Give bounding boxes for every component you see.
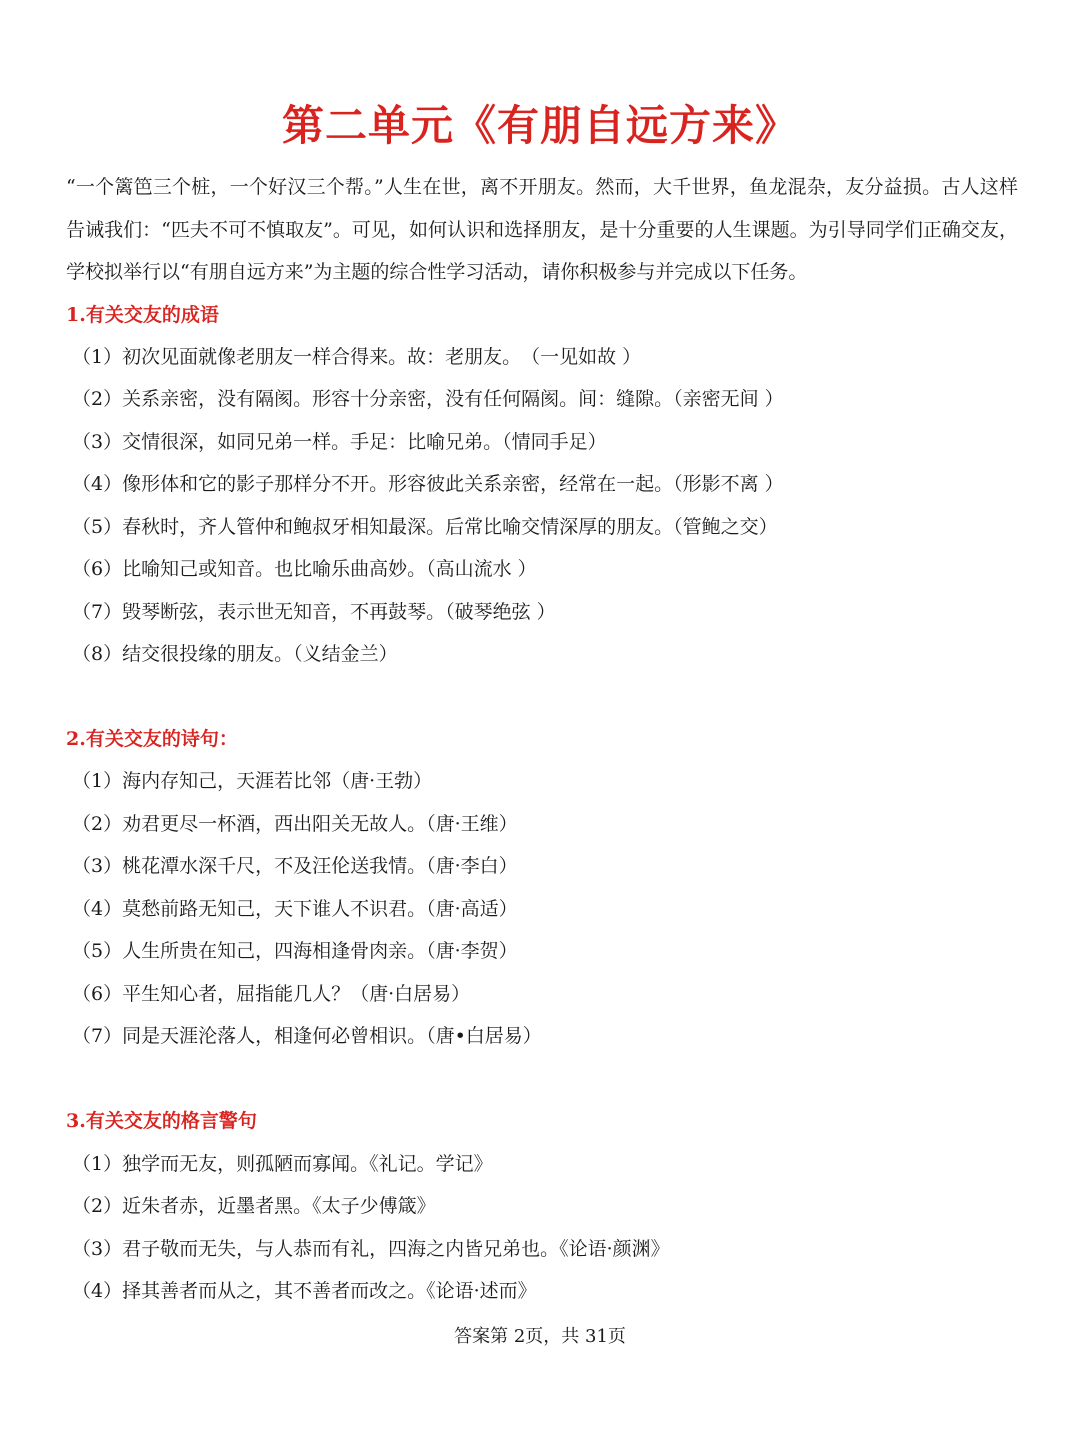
list-item: （2）关系亲密，没有隔阂。形容十分亲密，没有任何隔阂。间：缝隙。（亲密无间 ） <box>72 388 784 410</box>
list-item: （7）同是天涯沦落人，相逢何必曾相识。（唐•白居易） <box>72 1025 542 1047</box>
list-item: （3）交情很深，如同兄弟一样。手足：比喻兄弟。（情同手足） <box>72 431 607 453</box>
list-item: （1）初次见面就像老朋友一样合得来。故：老朋友。 （一见如故 ） <box>72 346 642 368</box>
list-item: （3）桃花潭水深千尺，不及汪伦送我情。（唐·李白） <box>72 855 518 877</box>
list-item: （2）近朱者赤，近墨者黑。《太子少傅箴》 <box>72 1195 436 1217</box>
list-item: （6）平生知心者，屈指能几人？（唐·白居易） <box>72 983 471 1005</box>
list-item: （5）人生所贵在知己，四海相逢骨肉亲。（唐·李贺） <box>72 940 518 962</box>
list-item: （6）比喻知己或知音。也比喻乐曲高妙。（高山流水 ） <box>72 558 537 580</box>
list-item: （7）毁琴断弦，表示世无知音，不再鼓琴。（破琴绝弦 ） <box>72 601 556 623</box>
list-item: （3）君子敬而无失，与人恭而有礼，四海之内皆兄弟也。《论语·颜渊》 <box>72 1238 670 1260</box>
section-heading-maxims: 3.有关交友的格言警句 <box>66 1110 257 1132</box>
list-item: （4）择其善者而从之，其不善者而改之。《论语·述而》 <box>72 1280 537 1302</box>
page-title: 第二单元《有朋自远方来》 <box>281 101 798 150</box>
list-item: （5）春秋时，齐人管仲和鲍叔牙相知最深。后常比喻交情深厚的朋友。（管鲍之交） <box>72 516 778 538</box>
page-footer: 答案第 2页，共 31页 <box>454 1326 626 1347</box>
intro-paragraph: “一个篱笆三个桩，一个好汉三个帮。”人生在世，离不开朋友。然而，大千世界，鱼龙混杂，友分益损。古人这样告诫我们：“匹夫不可不慎取友”。可见，如何认识和选择朋友，是十分重要的人生课题。为引导同学们正确交友，学校拟举行以“有朋自远方来”为主题的综合性学习活动，请你积极参与并完成以下任务。 <box>66 176 1018 283</box>
list-item: （2）劝君更尽一杯酒，西出阳关无故人。（唐·王维） <box>72 813 518 835</box>
list-item: （8）结交很投缘的朋友。（义结金兰） <box>72 643 398 665</box>
list-item: （4）莫愁前路无知己，天下谁人不识君。（唐·高适） <box>72 898 518 920</box>
section-heading-idioms: 1.有关交友的成语 <box>66 304 219 326</box>
list-item: （1）独学而无友，则孤陋而寡闻。《礼记。学记》 <box>72 1153 493 1175</box>
list-item: （4）像形体和它的影子那样分不开。形容彼此关系亲密，经常在一起。（形影不离 ） <box>72 473 784 495</box>
section-heading-poems: 2.有关交友的诗句： <box>66 728 238 750</box>
list-item: （1）海内存知己，天涯若比邻（唐·王勃） <box>72 770 433 792</box>
